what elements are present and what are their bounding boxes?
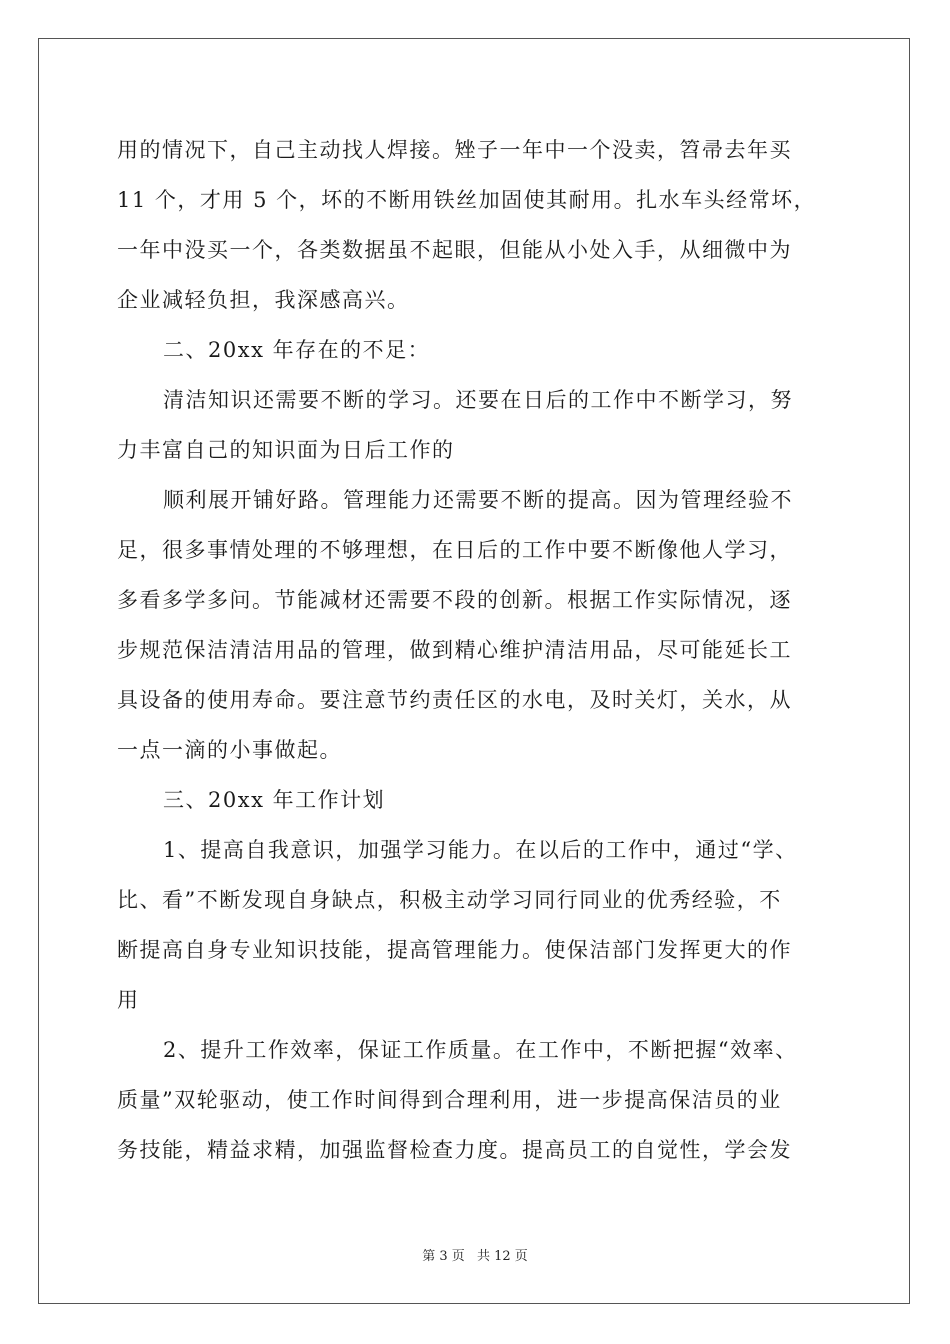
- text-line: 一点一滴的小事做起。: [117, 738, 342, 762]
- text-line: 用的情况下，自己主动找人焊接。矬子一年中一个没卖，笤帚去年买: [117, 138, 792, 162]
- text-line: 1、提高自我意识，加强学习能力。在以后的工作中，通过“学、: [163, 838, 798, 862]
- text-line: 质量”双轮驱动，使工作时间得到合理利用，进一步提高保洁员的业: [117, 1088, 782, 1112]
- text-line: 力丰富自己的知识面为日后工作的: [117, 438, 455, 462]
- text-line: 务技能，精益求精，加强监督检查力度。提高员工的自觉性，学会发: [117, 1138, 792, 1162]
- section-heading: 二、20xx 年存在的不足：: [163, 338, 431, 362]
- text-line: 清洁知识还需要不断的学习。还要在日后的工作中不断学习，努: [163, 388, 793, 412]
- text-line: 企业减轻负担，我深感高兴。: [117, 288, 410, 312]
- text-line: 用: [117, 988, 140, 1012]
- text-line: 断提高自身专业知识技能，提高管理能力。使保洁部门发挥更大的作: [117, 938, 792, 962]
- text-line: 比、看”不断发现自身缺点，积极主动学习同行同业的优秀经验，不: [117, 888, 782, 912]
- text-line: 2、提升工作效率，保证工作质量。在工作中，不断把握“效率、: [163, 1038, 798, 1062]
- page-total: 共 12 页: [476, 1249, 528, 1264]
- page-border: [38, 38, 910, 1304]
- text-line: 11 个，才用 5 个，坏的不断用铁丝加固使其耐用。扎水车头经常坏，: [117, 188, 817, 212]
- page-footer: [0, 1245, 950, 1264]
- text-line: 具设备的使用寿命。要注意节约责任区的水电，及时关灯，关水，从: [117, 688, 792, 712]
- text-line: 足，很多事情处理的不够理想，在日后的工作中要不断像他人学习，: [117, 538, 792, 562]
- text-line: 多看多学多问。节能减材还需要不段的创新。根据工作实际情况，逐: [117, 588, 792, 612]
- text-line: 步规范保洁清洁用品的管理，做到精心维护清洁用品，尽可能延长工: [117, 638, 792, 662]
- text-line: 顺利展开铺好路。管理能力还需要不断的提高。因为管理经验不: [163, 488, 793, 512]
- page-number: 第 3 页: [422, 1249, 465, 1264]
- section-heading: 三、20xx 年工作计划: [163, 788, 386, 812]
- text-line: 一年中没买一个，各类数据虽不起眼，但能从小处入手，从细微中为: [117, 238, 792, 262]
